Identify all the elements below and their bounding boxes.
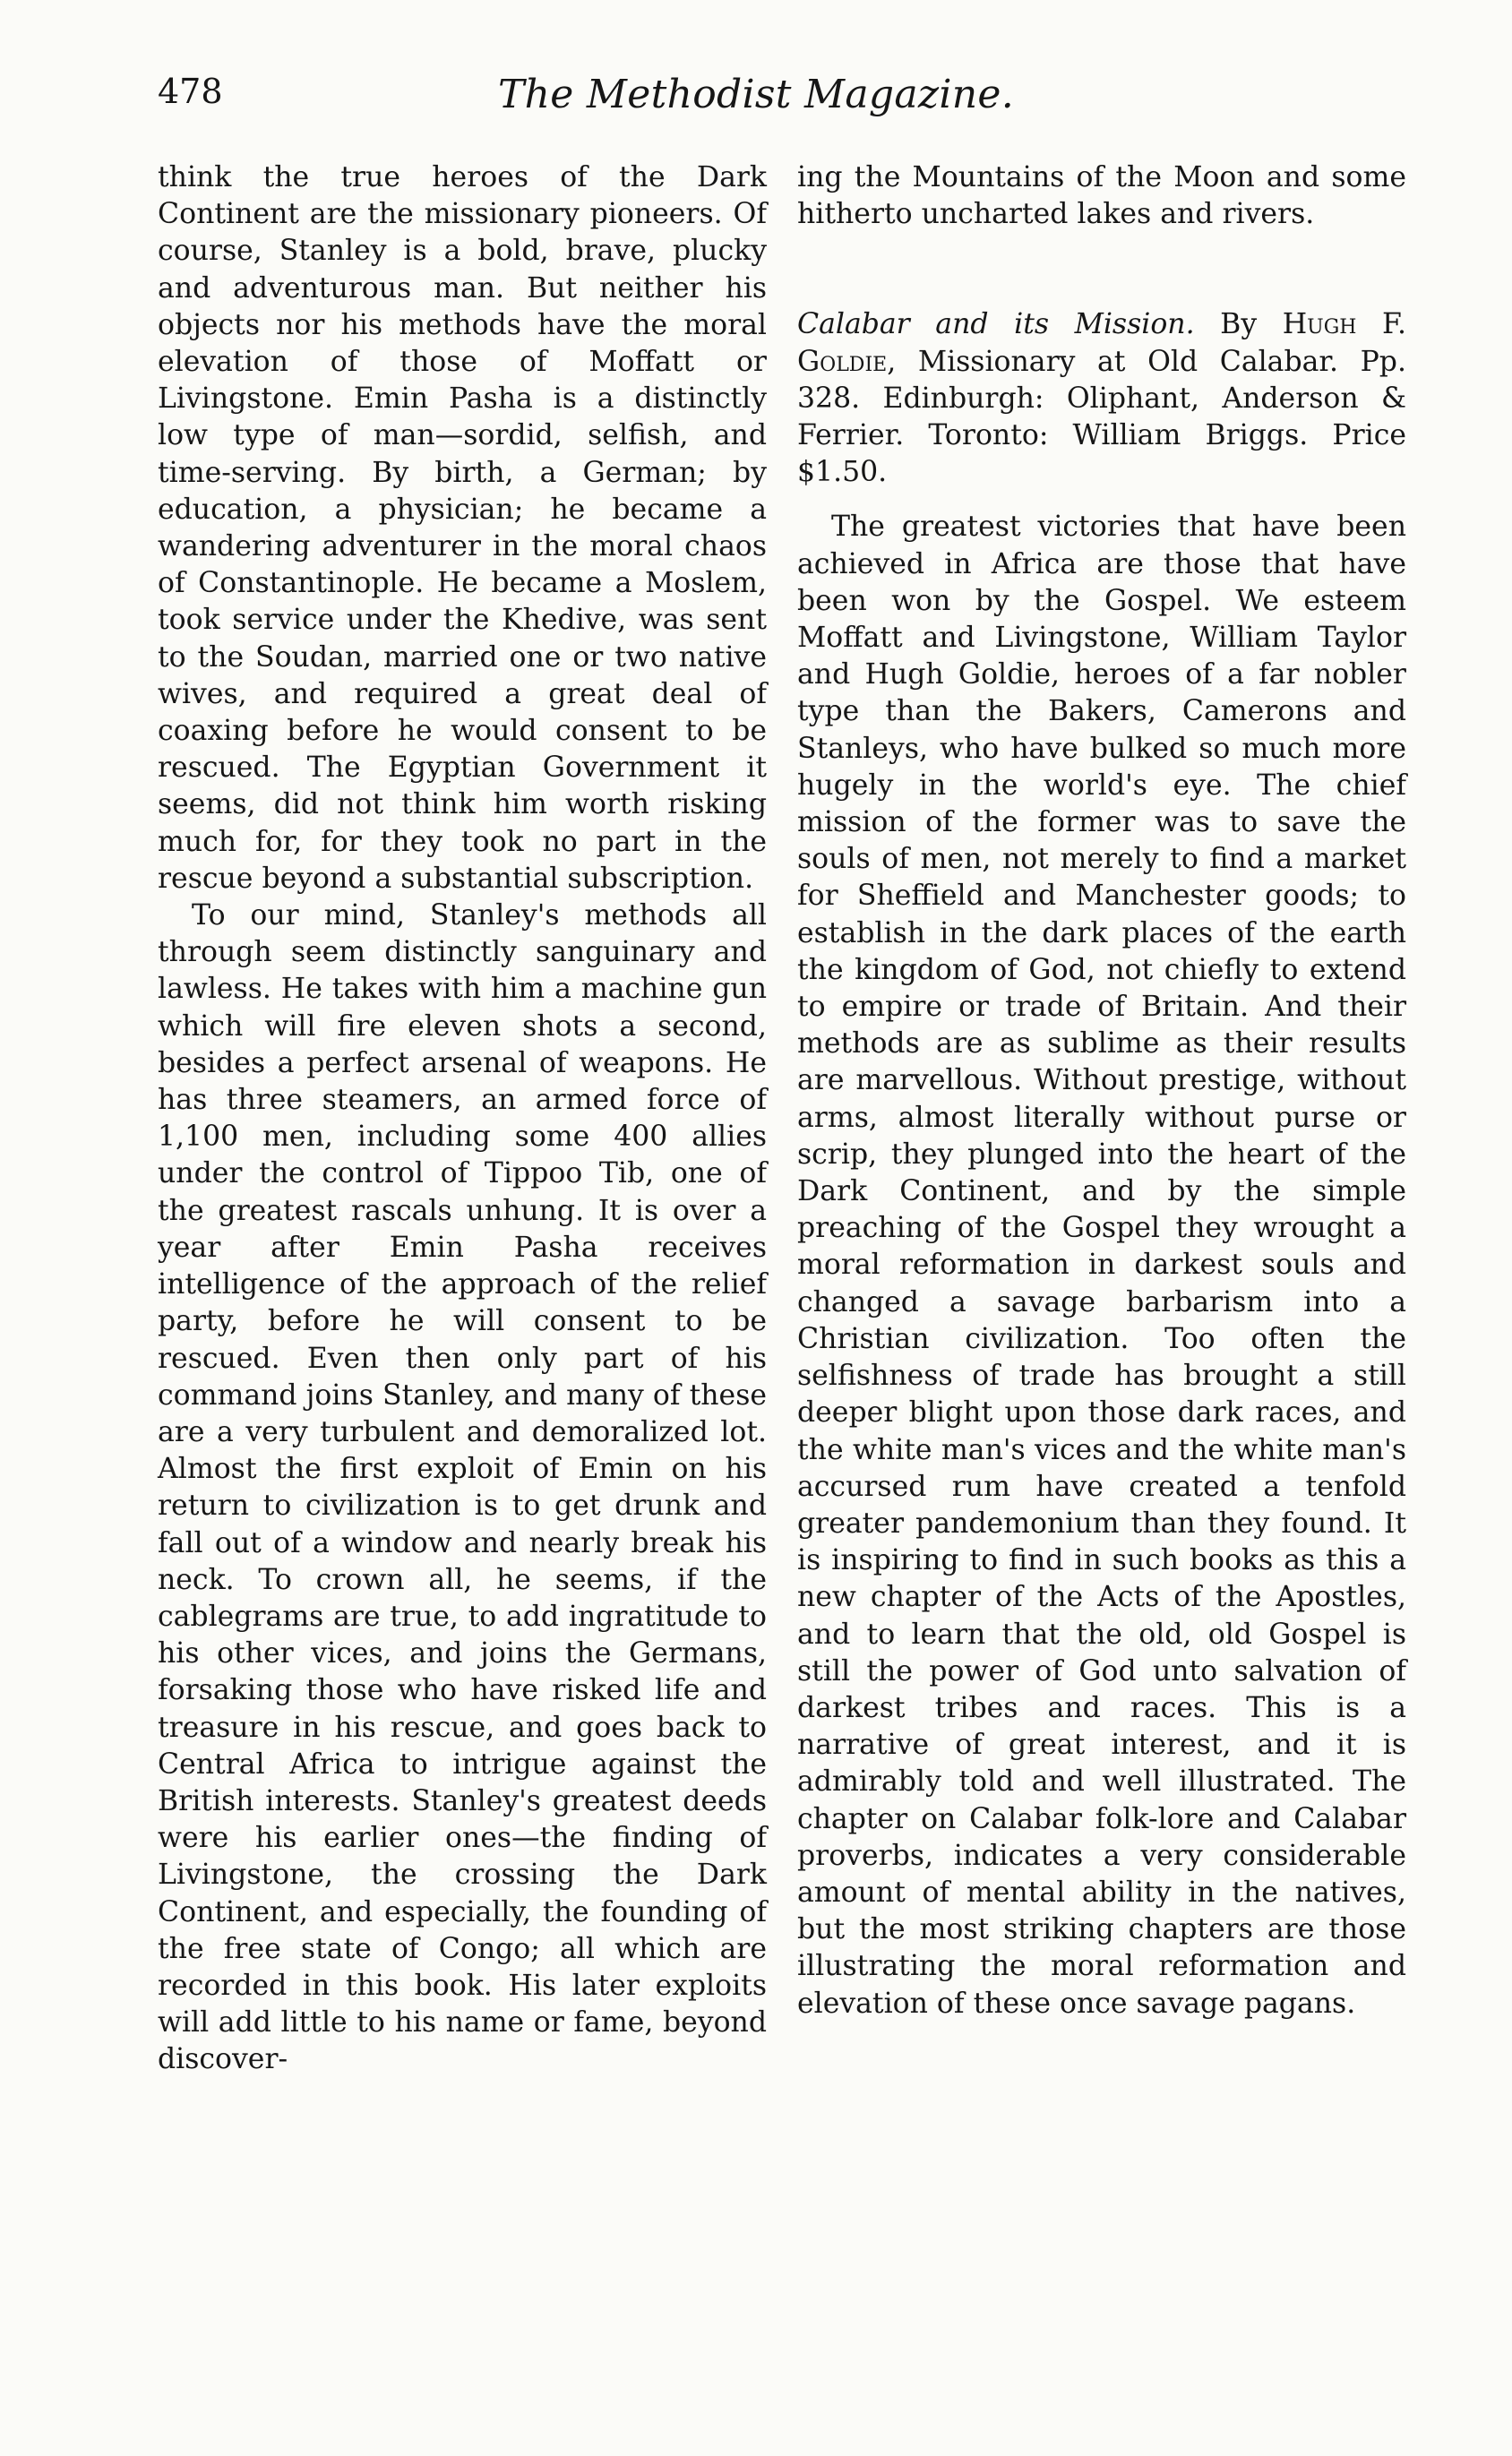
right-continuation: ing the Mountains of the Moon and some hitherto uncharted lakes and rivers.	[797, 161, 1406, 231]
right-column	[797, 159, 1406, 2022]
book-details: , Missionary at Old Calabar. Pp. 328. Edinburgh: Oliphant, Anderson & Ferrier. Toronto: William Briggs. Price $1.50.	[797, 345, 1406, 489]
book-title: Calabar and its Mission.	[797, 308, 1195, 341]
left-column	[158, 159, 767, 2079]
book-notice	[797, 306, 1406, 491]
running-title: The Methodist Magazine.	[498, 72, 1014, 117]
page-header	[158, 72, 1354, 125]
left-paragraph-2: To our mind, Stanley's methods all through seem distinctly sanguinary and lawless. He takes with him a machine gun which will fire eleven shots a second, besides a perfect arsenal of weapons. He has three steamers, an armed force of 1,100 men, including some 400 allies under the control of Tippoo Tib, one of the greatest rascals unhung. It is over a year after Emin Pasha receives intelligence of the approach of the relief party, before he will consent to be rescued. Even then only part of his command joins Stanley, and many of these are a very turbulent and demoralized lot. Almost the first exploit of Emin on his return to civilization is to get drunk and fall out of a window and nearly break his neck. To crown all, he seems, if the cablegrams are true, to add ingratitude to his other vices, and joins the Germans, forsaking those who have risked life and treasure in his rescue, and goes back to Central Africa to intrigue against the British interests. Stanley's greatest deeds were his earlier ones—the finding of Livingstone, the crossing the Dark Continent, and especially, the founding of the free state of Congo; all which are recorded in this book. His later exploits will add little to his name or fame, beyond discover-	[158, 899, 767, 2076]
book-by: By	[1220, 308, 1258, 341]
book-author: Hugh F. Goldie	[797, 308, 1407, 378]
page-number: 478	[158, 72, 223, 111]
review-paragraph: The greatest victories that have been achieved in Africa are those that have been won by the Gospel. We esteem Moffatt and Livingstone, William Taylor and Hugh Goldie, heroes of a far nobler type than the Bakers, Camerons and Stanleys, who have bulked so much more hugely in the world's eye. The chief mission of the former was to save the souls of men, not merely to find a market for Sheffield and Manchester goods; to establish in the dark places of the earth the kingdom of God, not chiefly to extend to empire or trade of Britain. And their methods are as sublime as their results are marvellous. Without prestige, without arms, almost literally without purse or scrip, they plunged into the heart of the Dark Continent, and by the simple preaching of the Gospel they wrought a moral reformation in darkest souls and changed a savage barbarism into a Christian civilization. Too often the selfishness of trade has brought a still deeper blight upon those dark races, and the white man's vices and the white man's accursed rum have created a tenfold greater pandemonium than they found. It is inspiring to find in such books as this a new chapter of the Acts of the Apostles, and to learn that the old, old Gospel is still the power of God unto salvation of darkest tribes and races. This is a narrative of great interest, and it is admirably told and well illustrated. The chapter on Calabar folk-lore and Calabar proverbs, indicates a very considerable amount of mental ability in the natives, but the most striking chapters are those illustrating the moral reformation and elevation of these once savage pagans.	[797, 511, 1406, 2020]
left-paragraph-1: think the true heroes of the Dark Continent are the missionary pioneers. Of course, Stanley is a bold, brave, plucky and adventurous man. But neither his objects nor his methods have the moral elevation of those of Moffatt or Livingstone. Emin Pasha is a distinctly low type of man—sordid, selfish, and time-serving. By birth, a German; by education, a physician; he became a wandering adventurer in the moral chaos of Constantinople. He became a Moslem, took service under the Khedive, was sent to the Soudan, married one or two native wives, and required a great deal of coaxing before he would consent to be rescued. The Egyptian Government it seems, did not think him worth risking much for, for they took no part in the rescue beyond a substantial subscription.	[158, 161, 767, 895]
